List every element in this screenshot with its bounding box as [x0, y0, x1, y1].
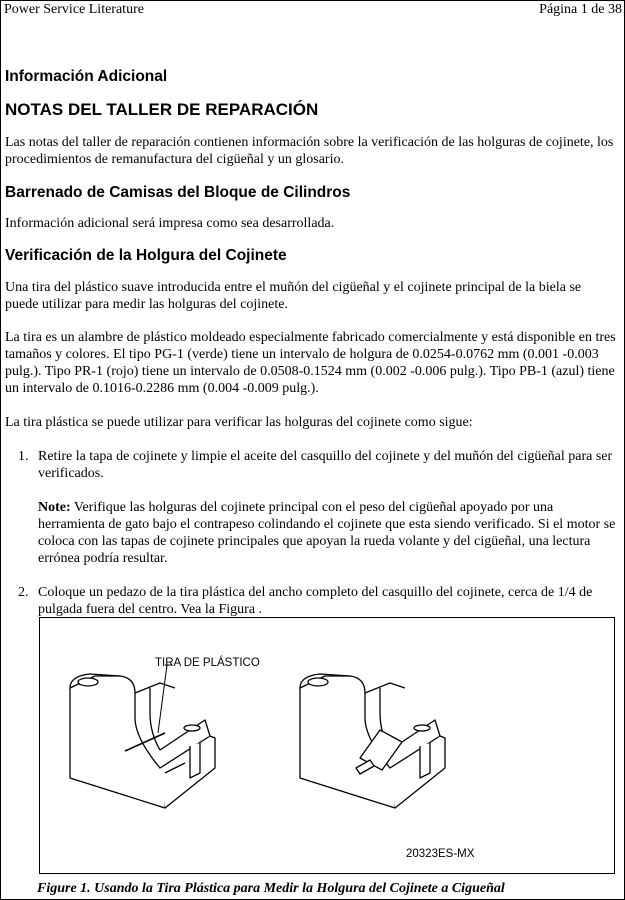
- notes-paragraph: Las notas del taller de reparación contienen información sobre la verificación de las holguras de cojinete, los procedimientos de remanufactura del cigüeñal y un glosario.: [5, 135, 614, 167]
- page-number: Página 1 de 38: [539, 2, 622, 17]
- clearance-paragraph-2: La tira es un alambre de plástico moldeado especialmente fabricado comercialmente y está disponible en tres tamaños y colores. El tipo PG-1 (verde) tiene un intervalo de holgura de 0.0254-0.0762 mm (0.001 -0.003 pulg.). Tipo PR-1 (rojo) tiene un intervalo de 0.0508-0.1524 mm (0.002 -0.006 pulg.). Tipo PB-1 (azul) tiene un intervalo de 0.1016-0.2286 mm (0.004 -0.009 pulg.).: [5, 330, 616, 396]
- step-number: 2.: [18, 585, 29, 600]
- figure-code: 20323ES-MX: [406, 848, 475, 860]
- drilling-paragraph: Información adicional será impresa como sea desarrollada.: [5, 216, 335, 231]
- note-label: Note:: [38, 500, 71, 515]
- note-text: Verifique las holguras del cojinete principal con el peso del cigüeñal apoyado por una herramienta de gato bajo el contrapeso colindando el cojinete que esta siendo verificado. Si el motor se coloca con las tapas de cojinete principales que apoyan la rueda volante y del cigüeñal, una lectura errónea podría resultar.: [38, 500, 616, 566]
- figure-caption: Figure 1. Usando la Tira Plástica para Medir la Holgura del Cojinete a Cigueñal: [37, 881, 505, 896]
- list-item: [5, 584, 617, 618]
- procedure-list: [5, 448, 617, 618]
- drilling-heading: Barrenado de Camisas del Bloque de Cilindros: [5, 184, 351, 201]
- step-text: Retire la tapa de cojinete y limpie el aceite del casquillo del cojinete y del muñón del cigüeñal para ser verificados.: [38, 449, 613, 481]
- list-item: [5, 448, 617, 567]
- info-heading: Información Adicional: [5, 68, 168, 85]
- header-title: Power Service Literature: [4, 2, 144, 17]
- clearance-paragraph-1: Una tira del plástico suave introducida entre el muñón del cigüeñal y el cojinete principal de la biela se puede utilizar para medir las holguras del cojinete.: [5, 280, 582, 312]
- step-number: 1.: [18, 449, 29, 464]
- clearance-heading: Verificación de la Holgura del Cojinete: [5, 247, 287, 264]
- note-block: [38, 499, 617, 567]
- document-body: [5, 64, 617, 618]
- figure-image: [39, 617, 615, 874]
- step-text: Coloque un pedazo de la tira plástica del ancho completo del casquillo del cojinete, cerca de 1/4 de pulgada fuera del centro. Vea la Figura .: [38, 585, 593, 617]
- clearance-paragraph-3: La tira plástica se puede utilizar para verificar las holguras del cojinete como sigue:: [5, 415, 473, 430]
- figure-label: TIRA DE PLÁSTICO: [155, 657, 260, 669]
- bearing-illustration: [40, 618, 614, 873]
- page-header: [0, 0, 625, 19]
- notes-heading: NOTAS DEL TALLER DE REPARACIÓN: [5, 100, 319, 119]
